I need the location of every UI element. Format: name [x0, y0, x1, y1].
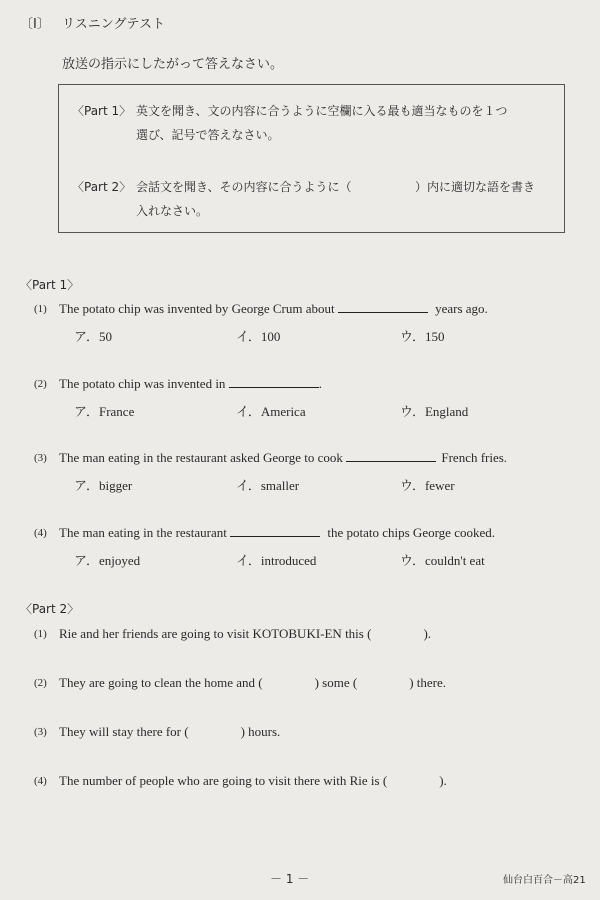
question-number: (4) [34, 775, 47, 787]
answer-blank [229, 377, 319, 388]
option-c: ウ．England [400, 404, 469, 420]
box-part1-line2: 選び、記号で答えなさい。 [136, 128, 280, 142]
option-c: ウ．couldn't eat [400, 553, 485, 569]
section-label: 〔Ⅰ〕 [20, 17, 50, 32]
question-number: (4) [34, 527, 47, 539]
box-part1-label: 〈Part 1〉 [72, 104, 132, 118]
answer-blank [338, 302, 428, 313]
box-part1-line1: 英文を聞き、文の内容に合うように空欄に入る最も適当なものを１つ [136, 104, 508, 118]
instruction: 放送の指示にしたがって答えなさい。 [62, 57, 284, 72]
question-number: (2) [34, 677, 47, 689]
part2-question-4: The number of people who are going to visit there with Rie is ( ). [59, 773, 447, 788]
section-title: リスニングテスト [62, 17, 165, 32]
question-number: (1) [34, 628, 47, 640]
option-b: イ．smaller [236, 478, 300, 494]
part2-question-3: They will stay there for ( ) hours. [59, 724, 281, 739]
answer-blank [346, 451, 436, 462]
option-a: ア．enjoyed [74, 553, 141, 569]
box-part2-label: 〈Part 2〉 [72, 180, 132, 194]
part2-heading: 〈Part 2〉 [20, 602, 80, 616]
question-3-text: The man eating in the restaurant asked George to cook French fries. [59, 450, 508, 465]
part2-question-1: Rie and her friends are going to visit KOTOBUKI-EN this ( ). [59, 626, 432, 641]
question-number: (3) [34, 452, 47, 464]
option-b: イ．America [236, 404, 306, 420]
option-c: ウ．150 [400, 329, 445, 345]
question-number: (3) [34, 726, 47, 738]
question-1-text: The potato chip was invented by George Crum about years ago. [59, 301, 488, 316]
school-code: 仙台白百合－高21 [503, 875, 586, 886]
option-b: イ．100 [236, 329, 281, 345]
option-b: イ．introduced [236, 553, 317, 569]
part2-question-2: They are going to clean the home and ( ) some ( ) there. [59, 675, 447, 690]
box-part2-line1a: 会話文を聞き、その内容に合うように（ [136, 180, 352, 194]
option-a: ア．50 [74, 329, 112, 345]
option-a: ア．bigger [74, 478, 133, 494]
option-a: ア．France [74, 404, 135, 420]
box-part2-line1b: ）内に適切な語を書き [415, 180, 536, 194]
question-2-text: The potato chip was invented in . [59, 376, 322, 391]
page-number: － 1 － [270, 872, 310, 886]
question-number: (2) [34, 378, 47, 390]
question-4-text: The man eating in the restaurant the potato chips George cooked. [59, 525, 495, 540]
answer-blank [230, 526, 320, 537]
option-c: ウ．fewer [400, 478, 455, 494]
box-part2-line2: 入れなさい。 [136, 204, 209, 218]
part1-heading: 〈Part 1〉 [20, 278, 80, 292]
question-number: (1) [34, 303, 47, 315]
